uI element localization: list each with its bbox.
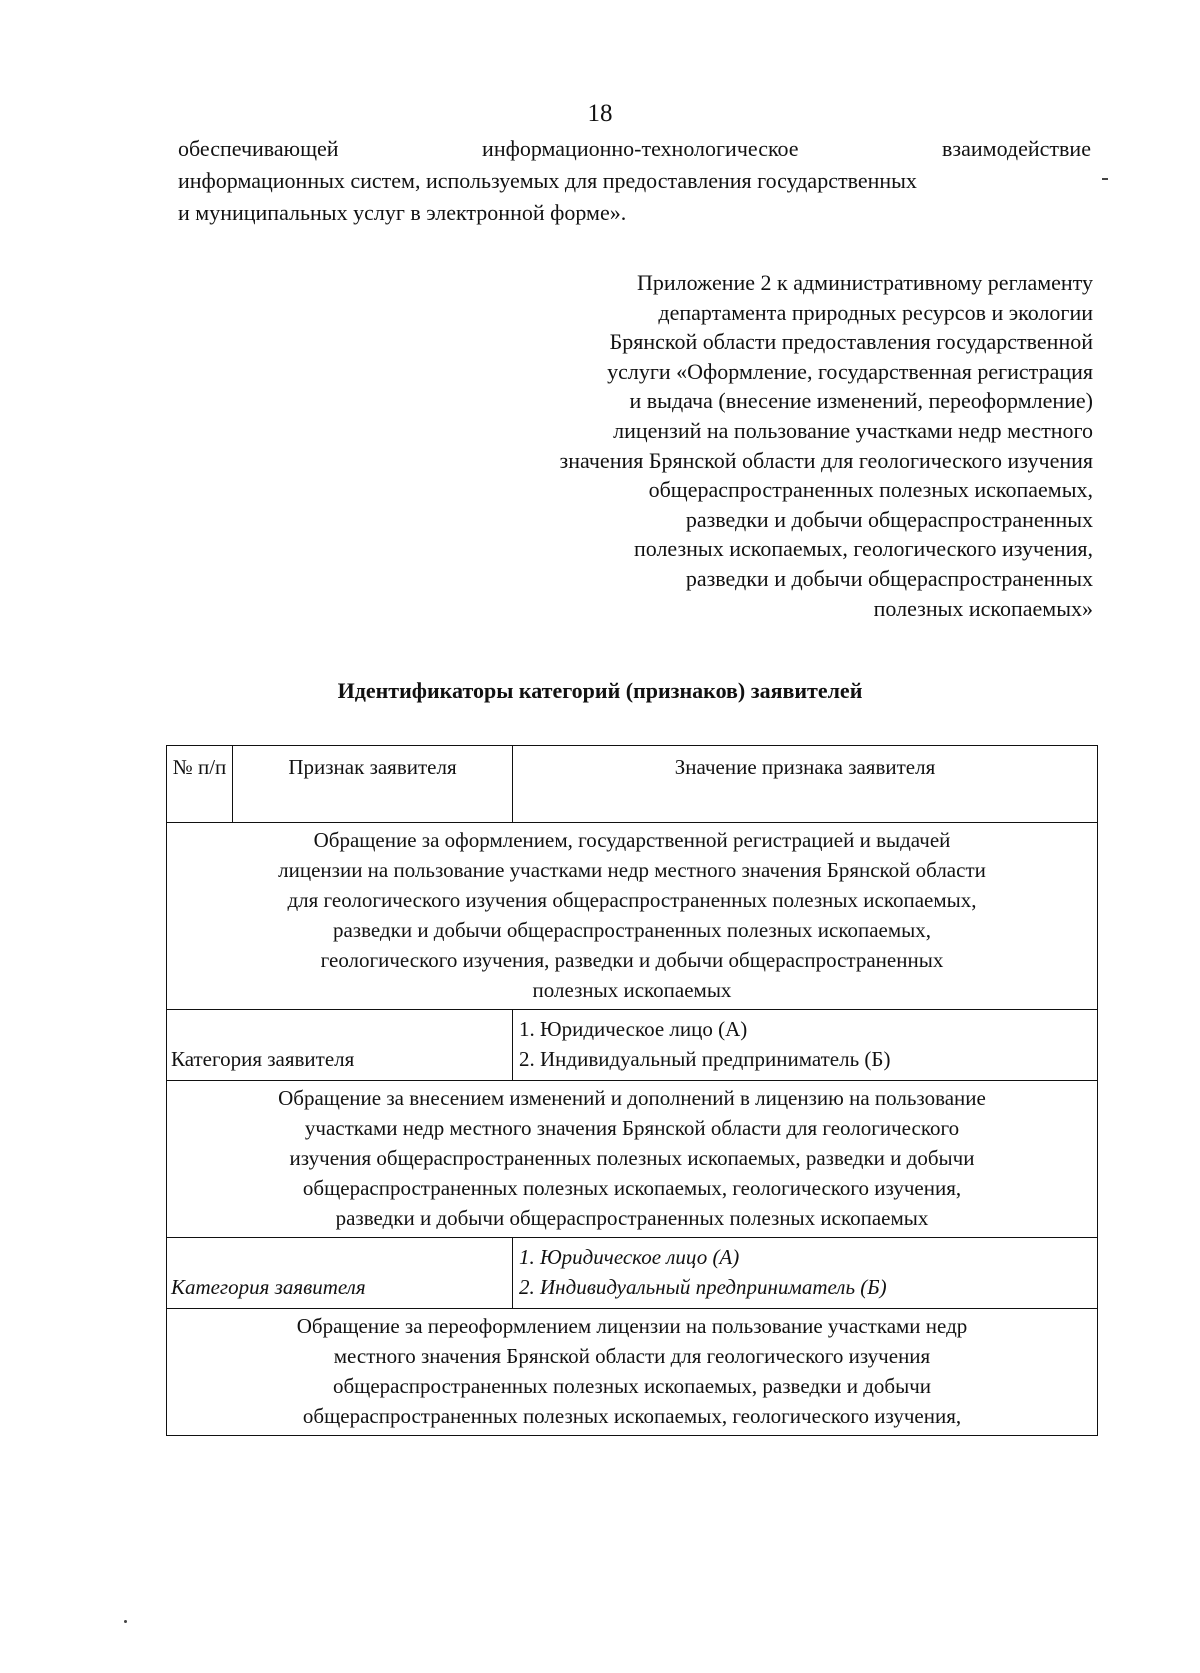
section-title-line: местного значения Брянской области для геологического изучения [333,1344,931,1368]
intro-line-1 [178,133,1091,165]
category-values [513,1010,1098,1081]
section-title-line: общераспространенных полезных ископаемых, геологического изучения, [302,1404,962,1428]
annex-line: лицензий на пользование участками недр местного [613,417,1093,443]
category-label: Категория заявителя [167,1010,513,1081]
annex-line: департамента природных ресурсов и экологии [658,299,1093,325]
section-title-line: геологического изучения, разведки и добычи общераспространенных [320,948,944,972]
section-title-line: Обращение за внесением изменений и дополнений в лицензию на пользование [278,1086,986,1110]
section-row-3 [167,1309,1098,1436]
scan-dot [124,1620,127,1623]
category-value: 2. Индивидуальный предприниматель (Б) [519,1047,891,1071]
annex-line: услуги «Оформление, государственная регистрация [607,358,1093,384]
header-attribute: Признак заявителя [233,746,513,823]
annex-line: полезных ископаемых, геологического изучения, [633,536,1093,562]
annex-reference [380,268,1093,623]
section-title-line: Обращение за переоформлением лицензии на пользование участками недр [296,1314,968,1338]
section-title [167,1309,1098,1436]
annex-line: общераспространенных полезных ископаемых, [648,477,1093,503]
intro-line-2: информационных систем, используемых для предоставления государственных [178,168,917,193]
annex-line: разведки и добычи общераспространенных [685,565,1093,591]
identifiers-table [166,745,1098,1436]
category-values [513,1238,1098,1309]
annex-line: разведки и добычи общераспространенных [685,506,1093,532]
section-title-line: лицензии на пользование участками недр местного значения Брянской области [278,858,986,882]
margin-mark [1102,178,1108,180]
table-heading: Идентификаторы категорий (признаков) заявителей [337,678,863,703]
annex-line: значения Брянской области для геологического изучения [559,447,1093,473]
page-number: 18 [587,100,613,127]
section-title-line: разведки и добычи общераспространенных полезных ископаемых, [332,918,932,942]
category-value: 1. Юридическое лицо (А) [519,1017,748,1041]
section-title [167,1081,1098,1238]
category-value: 1. Юридическое лицо (А) [519,1245,740,1269]
header-number: № п/п [167,746,233,823]
section-title-line: общераспространенных полезных ископаемых, геологического изучения, [302,1176,962,1200]
intro-word: взаимодействие [942,136,1091,161]
section-title [167,823,1098,1010]
annex-line: Приложение 2 к административному регламенту [636,270,1093,295]
section-title-line: полезных ископаемых [532,978,732,1002]
category-value: 2. Индивидуальный предприниматель (Б) [519,1275,887,1299]
section-title-line: участками недр местного значения Брянской области для геологического [304,1116,960,1140]
header-value: Значение признака заявителя [513,746,1098,823]
section-row-2 [167,1081,1098,1238]
intro-word: информационно-технологическое [482,136,799,161]
category-label: Категория заявителя [167,1238,513,1309]
section-title-line: изучения общераспространенных полезных ископаемых, разведки и добычи [289,1146,975,1170]
section-title-line: для геологического изучения общераспространенных полезных ископаемых, [287,888,977,912]
section-row-1 [167,823,1098,1010]
category-row-2 [167,1238,1098,1309]
intro-line-3: и муниципальных услуг в электронной форме». [178,200,627,225]
annex-line: и выдача (внесение изменений, переоформление) [629,388,1093,414]
section-title-line: Обращение за оформлением, государственной регистрацией и выдачей [313,828,951,852]
section-title-line: разведки и добычи общераспространенных полезных ископаемых [335,1206,929,1230]
intro-paragraph [178,133,1091,229]
category-row-1 [167,1010,1098,1081]
annex-line: Брянской области предоставления государственной [609,329,1093,355]
annex-line: полезных ископаемых» [873,595,1093,621]
intro-word: обеспечивающей [178,136,339,161]
table-header-row [167,746,1098,823]
section-title-line: общераспространенных полезных ископаемых, разведки и добычи [332,1374,932,1398]
